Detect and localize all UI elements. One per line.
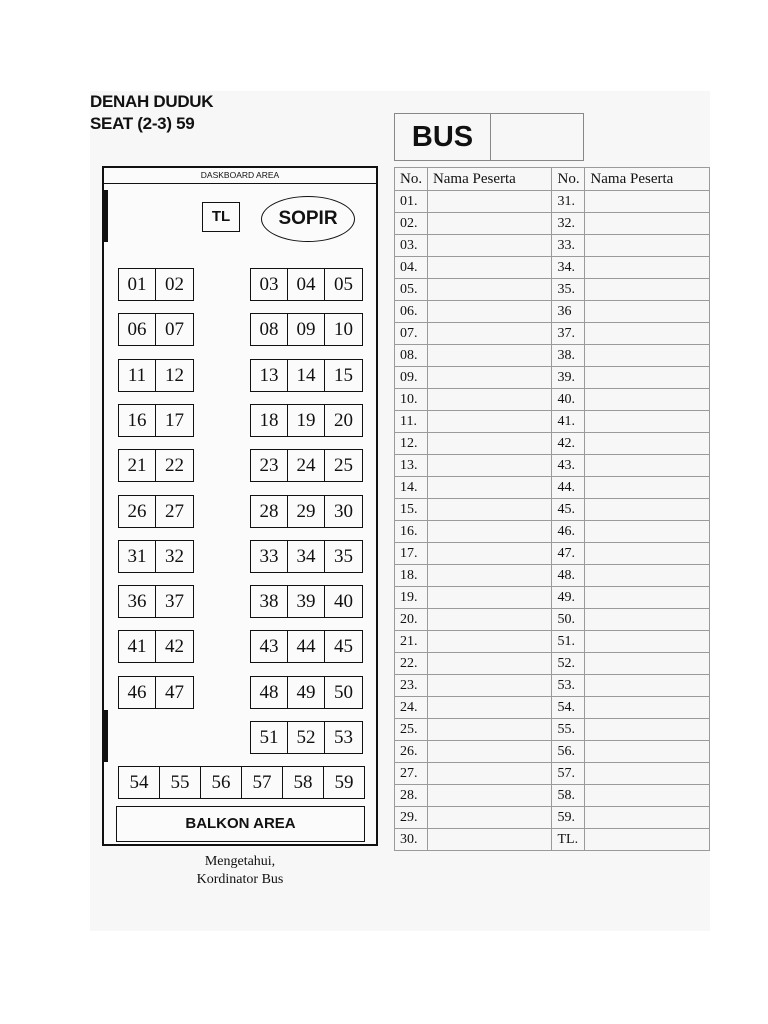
seat: 57 xyxy=(242,767,283,798)
seat: 59 xyxy=(334,772,354,793)
seat: 24 xyxy=(288,450,325,481)
number-cell: TL. xyxy=(552,829,585,851)
number-cell: 42. xyxy=(552,433,585,455)
right-seat-row xyxy=(250,540,363,573)
number-cell: 29. xyxy=(395,807,428,829)
seat: 42 xyxy=(165,636,184,657)
table-row xyxy=(395,543,710,565)
number-cell: 38. xyxy=(552,345,585,367)
sign-line-1: Mengetahui, xyxy=(204,854,276,869)
seat: 07 xyxy=(165,319,184,340)
number-cell: 23. xyxy=(395,675,428,697)
seat: 25 xyxy=(334,455,353,476)
table-row xyxy=(395,653,710,675)
right-seat-row xyxy=(250,359,363,392)
number-cell: 19. xyxy=(395,587,428,609)
seat: 36 xyxy=(119,586,156,617)
name-cell[interactable] xyxy=(427,719,552,741)
name-cell[interactable] xyxy=(427,389,552,411)
name-cell[interactable] xyxy=(427,323,552,345)
table-row xyxy=(395,785,710,807)
name-cell[interactable] xyxy=(585,763,710,785)
table-row xyxy=(395,829,710,851)
seat: 31 xyxy=(119,541,156,572)
number-cell: 17. xyxy=(395,543,428,565)
seat: 39 xyxy=(288,586,325,617)
seat: 17 xyxy=(165,410,184,431)
number-cell: 01. xyxy=(395,191,428,213)
right-seat-row xyxy=(250,404,363,437)
number-cell: 37. xyxy=(552,323,585,345)
rear-door-marker xyxy=(102,710,108,762)
number-cell: 54. xyxy=(552,697,585,719)
left-seat-row xyxy=(118,540,194,573)
number-cell: 22. xyxy=(395,653,428,675)
table-row xyxy=(395,389,710,411)
seat: 19 xyxy=(288,405,325,436)
left-seat-row xyxy=(118,585,194,618)
seat: 16 xyxy=(119,405,156,436)
participant-table xyxy=(394,167,710,851)
number-cell: 08. xyxy=(395,345,428,367)
seat: 53 xyxy=(334,727,353,748)
number-cell: 30. xyxy=(395,829,428,851)
name-cell[interactable] xyxy=(585,301,710,323)
name-cell[interactable] xyxy=(585,565,710,587)
number-cell: 25. xyxy=(395,719,428,741)
name-cell[interactable] xyxy=(585,433,710,455)
number-cell: 47. xyxy=(552,543,585,565)
number-cell: 43. xyxy=(552,455,585,477)
seat: 45 xyxy=(334,636,353,657)
name-cell[interactable] xyxy=(427,499,552,521)
right-seat-row xyxy=(250,630,363,663)
table-row xyxy=(395,697,710,719)
title-line-2: SEAT (2-3) 59 xyxy=(90,114,195,133)
number-cell: 15. xyxy=(395,499,428,521)
name-cell[interactable] xyxy=(585,697,710,719)
name-cell[interactable] xyxy=(427,213,552,235)
number-cell: 06. xyxy=(395,301,428,323)
table-row xyxy=(395,675,710,697)
table-row xyxy=(395,477,710,499)
right-seat-row xyxy=(250,495,363,528)
table-row xyxy=(395,807,710,829)
table-row xyxy=(395,279,710,301)
number-cell: 26. xyxy=(395,741,428,763)
name-cell[interactable] xyxy=(427,675,552,697)
balcony-area: BALKON AREA xyxy=(116,806,365,842)
header-name-right: Nama Peserta xyxy=(585,168,710,191)
number-cell: 44. xyxy=(552,477,585,499)
number-cell: 18. xyxy=(395,565,428,587)
name-cell[interactable] xyxy=(427,829,552,851)
name-cell[interactable] xyxy=(427,653,552,675)
number-cell: 31. xyxy=(552,191,585,213)
right-seat-row xyxy=(250,268,363,301)
table-row xyxy=(395,741,710,763)
header-no-left: No. xyxy=(395,168,428,191)
seat: 28 xyxy=(251,496,288,527)
name-cell[interactable] xyxy=(585,719,710,741)
name-cell[interactable] xyxy=(585,411,710,433)
seat: 43 xyxy=(251,631,288,662)
title-line-1: DENAH DUDUK xyxy=(90,92,214,111)
number-cell: 07. xyxy=(395,323,428,345)
name-cell[interactable] xyxy=(585,279,710,301)
name-cell[interactable] xyxy=(585,367,710,389)
table-row xyxy=(395,323,710,345)
table-row xyxy=(395,455,710,477)
left-seat-row xyxy=(118,676,194,709)
left-seat-row xyxy=(118,630,194,663)
seat: 58 xyxy=(283,767,324,798)
number-cell: 41. xyxy=(552,411,585,433)
name-cell[interactable] xyxy=(427,785,552,807)
name-cell[interactable] xyxy=(427,697,552,719)
number-cell: 11. xyxy=(395,411,428,433)
back-row-seats xyxy=(118,766,365,799)
name-cell[interactable] xyxy=(585,345,710,367)
table-row xyxy=(395,565,710,587)
name-cell[interactable] xyxy=(585,785,710,807)
left-seat-row xyxy=(118,495,194,528)
name-cell[interactable] xyxy=(427,191,552,213)
seat: 08 xyxy=(251,314,288,345)
table-row xyxy=(395,631,710,653)
seat: 47 xyxy=(165,682,184,703)
seat: 03 xyxy=(251,269,288,300)
table-row xyxy=(395,301,710,323)
name-cell[interactable] xyxy=(427,521,552,543)
seat: 01 xyxy=(119,269,156,300)
table-row xyxy=(395,521,710,543)
tour-leader-seat: TL xyxy=(202,202,240,232)
name-cell[interactable] xyxy=(427,763,552,785)
seat: 56 xyxy=(201,767,242,798)
dashboard-area: DASKBOARD AREA xyxy=(104,168,376,184)
name-cell[interactable] xyxy=(585,631,710,653)
seat: 15 xyxy=(334,365,353,386)
number-cell: 12. xyxy=(395,433,428,455)
seat: 04 xyxy=(288,269,325,300)
number-cell: 57. xyxy=(552,763,585,785)
number-cell: 52. xyxy=(552,653,585,675)
name-cell[interactable] xyxy=(427,411,552,433)
name-cell[interactable] xyxy=(427,301,552,323)
table-header-row xyxy=(395,168,710,191)
name-cell[interactable] xyxy=(585,587,710,609)
name-cell[interactable] xyxy=(585,213,710,235)
table-row xyxy=(395,191,710,213)
number-cell: 02. xyxy=(395,213,428,235)
table-row xyxy=(395,367,710,389)
number-cell: 21. xyxy=(395,631,428,653)
number-cell: 03. xyxy=(395,235,428,257)
signature-block xyxy=(102,853,378,889)
name-cell[interactable] xyxy=(585,829,710,851)
seat: 05 xyxy=(334,274,353,295)
front-door-marker xyxy=(102,190,108,242)
bus-number-field[interactable] xyxy=(491,114,583,160)
page-title xyxy=(90,91,213,135)
name-cell[interactable] xyxy=(427,279,552,301)
number-cell: 35. xyxy=(552,279,585,301)
left-seat-row xyxy=(118,313,194,346)
seat: 21 xyxy=(119,450,156,481)
seat: 44 xyxy=(288,631,325,662)
seat: 48 xyxy=(251,677,288,708)
name-cell[interactable] xyxy=(585,741,710,763)
name-cell[interactable] xyxy=(427,345,552,367)
seat: 41 xyxy=(119,631,156,662)
right-seat-row xyxy=(250,449,363,482)
seat: 32 xyxy=(165,546,184,567)
name-cell[interactable] xyxy=(585,257,710,279)
name-cell[interactable] xyxy=(427,477,552,499)
seat: 37 xyxy=(165,591,184,612)
table-row xyxy=(395,411,710,433)
name-cell[interactable] xyxy=(585,653,710,675)
bus-label: BUS xyxy=(395,114,491,160)
seat: 06 xyxy=(119,314,156,345)
seat: 02 xyxy=(165,274,184,295)
right-seat-row xyxy=(250,721,363,754)
seat: 10 xyxy=(334,319,353,340)
name-cell[interactable] xyxy=(585,323,710,345)
number-cell: 10. xyxy=(395,389,428,411)
seat: 50 xyxy=(334,682,353,703)
left-seat-row xyxy=(118,268,194,301)
seat: 35 xyxy=(334,546,353,567)
name-cell[interactable] xyxy=(427,631,552,653)
table-row xyxy=(395,213,710,235)
left-seat-row xyxy=(118,359,194,392)
seat: 55 xyxy=(160,767,201,798)
number-cell: 14. xyxy=(395,477,428,499)
seat: 11 xyxy=(119,360,156,391)
driver-seat: SOPIR xyxy=(261,196,355,242)
name-cell[interactable] xyxy=(585,521,710,543)
name-cell[interactable] xyxy=(427,455,552,477)
seat: 40 xyxy=(334,591,353,612)
number-cell: 46. xyxy=(552,521,585,543)
seat: 13 xyxy=(251,360,288,391)
table-row xyxy=(395,763,710,785)
name-cell[interactable] xyxy=(427,587,552,609)
name-cell[interactable] xyxy=(427,565,552,587)
name-cell[interactable] xyxy=(585,455,710,477)
number-cell: 48. xyxy=(552,565,585,587)
seating-sheet xyxy=(90,91,710,931)
table-row xyxy=(395,719,710,741)
seat: 14 xyxy=(288,360,325,391)
right-seat-row xyxy=(250,313,363,346)
seat: 30 xyxy=(334,501,353,522)
seat: 38 xyxy=(251,586,288,617)
sign-line-2: Kordinator Bus xyxy=(196,872,284,887)
table-row xyxy=(395,235,710,257)
number-cell: 36 xyxy=(552,301,585,323)
seat: 09 xyxy=(288,314,325,345)
number-cell: 39. xyxy=(552,367,585,389)
right-seat-row xyxy=(250,585,363,618)
number-cell: 49. xyxy=(552,587,585,609)
seat: 26 xyxy=(119,496,156,527)
bus-header-box xyxy=(394,113,584,161)
name-cell[interactable] xyxy=(585,235,710,257)
number-cell: 28. xyxy=(395,785,428,807)
seat: 49 xyxy=(288,677,325,708)
table-row xyxy=(395,499,710,521)
number-cell: 33. xyxy=(552,235,585,257)
seat: 51 xyxy=(251,722,288,753)
name-cell[interactable] xyxy=(585,477,710,499)
number-cell: 59. xyxy=(552,807,585,829)
number-cell: 50. xyxy=(552,609,585,631)
name-cell[interactable] xyxy=(427,543,552,565)
name-cell[interactable] xyxy=(585,389,710,411)
seat: 12 xyxy=(165,365,184,386)
seat: 20 xyxy=(334,410,353,431)
number-cell: 04. xyxy=(395,257,428,279)
number-cell: 13. xyxy=(395,455,428,477)
seat: 18 xyxy=(251,405,288,436)
name-cell[interactable] xyxy=(427,609,552,631)
number-cell: 09. xyxy=(395,367,428,389)
seat: 33 xyxy=(251,541,288,572)
table-row xyxy=(395,257,710,279)
number-cell: 16. xyxy=(395,521,428,543)
number-cell: 24. xyxy=(395,697,428,719)
number-cell: 45. xyxy=(552,499,585,521)
number-cell: 51. xyxy=(552,631,585,653)
name-cell[interactable] xyxy=(585,191,710,213)
seat: 52 xyxy=(288,722,325,753)
name-cell[interactable] xyxy=(585,807,710,829)
header-no-right: No. xyxy=(552,168,585,191)
seat: 29 xyxy=(288,496,325,527)
seat: 23 xyxy=(251,450,288,481)
number-cell: 55. xyxy=(552,719,585,741)
number-cell: 20. xyxy=(395,609,428,631)
name-cell[interactable] xyxy=(585,675,710,697)
right-seat-row xyxy=(250,676,363,709)
name-cell[interactable] xyxy=(427,433,552,455)
number-cell: 56. xyxy=(552,741,585,763)
seat: 46 xyxy=(119,677,156,708)
table-row xyxy=(395,609,710,631)
name-cell[interactable] xyxy=(585,499,710,521)
name-cell[interactable] xyxy=(427,807,552,829)
name-cell[interactable] xyxy=(427,741,552,763)
table-row xyxy=(395,587,710,609)
name-cell[interactable] xyxy=(585,609,710,631)
name-cell[interactable] xyxy=(585,543,710,565)
name-cell[interactable] xyxy=(427,367,552,389)
left-seat-row xyxy=(118,449,194,482)
number-cell: 58. xyxy=(552,785,585,807)
bus-seat-map xyxy=(102,166,378,846)
table-row xyxy=(395,345,710,367)
number-cell: 34. xyxy=(552,257,585,279)
seat: 54 xyxy=(119,767,160,798)
number-cell: 40. xyxy=(552,389,585,411)
number-cell: 05. xyxy=(395,279,428,301)
name-cell[interactable] xyxy=(427,235,552,257)
left-seat-row xyxy=(118,404,194,437)
header-name-left: Nama Peserta xyxy=(427,168,552,191)
number-cell: 27. xyxy=(395,763,428,785)
seat: 27 xyxy=(165,501,184,522)
number-cell: 32. xyxy=(552,213,585,235)
number-cell: 53. xyxy=(552,675,585,697)
seat: 22 xyxy=(165,455,184,476)
seat: 34 xyxy=(288,541,325,572)
name-cell[interactable] xyxy=(427,257,552,279)
table-row xyxy=(395,433,710,455)
